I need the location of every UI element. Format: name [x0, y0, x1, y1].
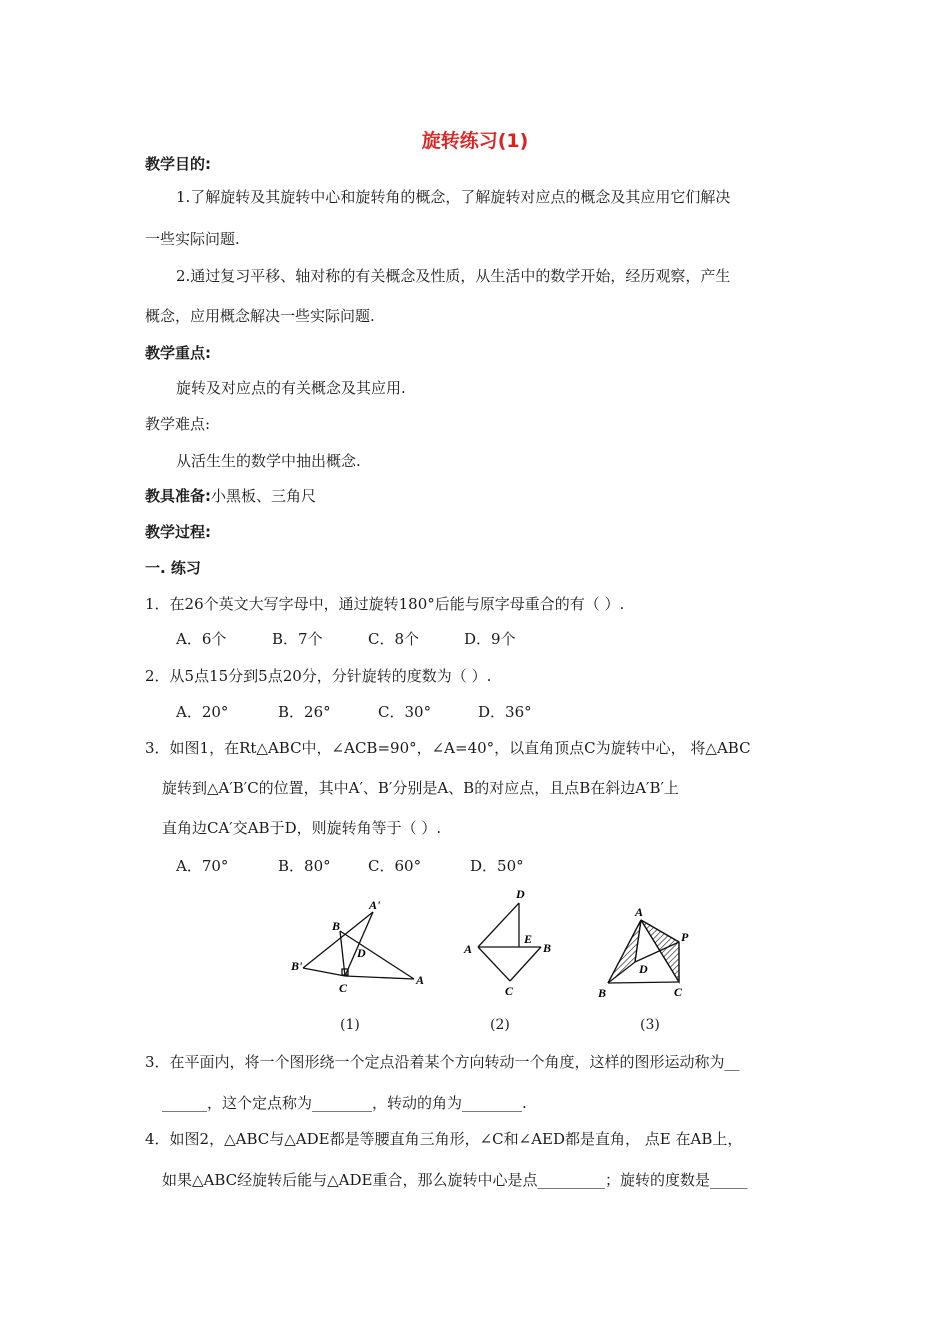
fig1-label-d: D [357, 946, 366, 960]
q2-option-c: C．30° [378, 703, 432, 721]
question-5-line-2: 如果△ABC经旋转后能与△ADE重合，那么旋转中心是点_________；旋转的度数是_____ [162, 1171, 748, 1189]
process-heading: 教学过程: [145, 523, 211, 541]
page-title: 旋转练习(1) [421, 130, 529, 152]
goals-heading: 教学目的: [145, 155, 211, 173]
fig2-label-e: E [524, 932, 533, 946]
q3-option-c: C．60° [368, 857, 422, 875]
key-text: 旋转及对应点的有关概念及其应用. [176, 379, 406, 397]
question-3-line-2: 旋转到△A′B′C的位置，其中A′、B′分别是A、B的对应点，且点B在斜边A′B′上 [162, 779, 679, 797]
fig2-label-c: C [505, 984, 514, 998]
q3-option-b: B．80° [278, 857, 331, 875]
fig1-label-c: C [339, 981, 348, 995]
tools-text: 小黑板、三角尺 [211, 487, 317, 505]
practice-heading: 一. 练习 [145, 559, 201, 577]
tools-heading: 教具准备: [145, 487, 211, 505]
fig1-label-b: B [332, 919, 341, 933]
q2-option-b: B．26° [278, 703, 331, 721]
fig1-label-a: A [416, 973, 425, 987]
fig3-label-a: A [635, 905, 644, 919]
fig2-label-d: D [516, 887, 525, 901]
q3-option-d: D．50° [470, 857, 524, 875]
q3-option-a: A．70° [176, 857, 229, 875]
goal-2-line-2: 概念，应用概念解决一些实际问题. [145, 307, 375, 325]
question-3-line-3: 直角边CA′交AB于D，则旋转角等于（ ）. [162, 819, 442, 837]
question-3-line-1: 3．如图1，在Rt△ABC中，∠ACB=90°，∠A=40°，以直角顶点C为旋转中心， 将△ABC [145, 739, 751, 757]
q1-option-d: D．9个 [464, 630, 516, 648]
figure-3 [590, 900, 700, 1005]
difficulty-text: 从活生生的数学中抽出概念. [176, 452, 361, 470]
figure-2 [460, 885, 560, 1000]
question-2: 2．从5点15分到5点20分，分针旋转的度数为（ ）. [145, 667, 492, 685]
difficulty-heading: 教学难点: [145, 415, 211, 433]
q2-option-d: D．36° [478, 703, 532, 721]
fig3-label-b: B [598, 986, 607, 1000]
figure-2-caption: (2) [490, 1017, 510, 1033]
fig3-label-p: P [681, 930, 689, 944]
fig2-label-a: A [464, 942, 473, 956]
fig3-label-d: D [639, 962, 648, 976]
figure-1 [285, 895, 435, 1000]
q1-option-a: A．6个 [176, 630, 227, 648]
q2-option-a: A．20° [176, 703, 229, 721]
question-4-line-1: 3．在平面内，将一个图形绕一个定点沿着某个方向转动一个角度，这样的图形运动称为__ [145, 1053, 740, 1071]
fig1-label-b-prime: B' [291, 959, 303, 973]
question-4-line-2: ______，这个定点称为________，转动的角为________. [162, 1094, 527, 1112]
figure-1-caption: (1) [340, 1017, 360, 1033]
goal-2-line-1: 2.通过复习平移、轴对称的有关概念及性质，从生活中的数学开始，经历观察，产生 [176, 267, 731, 285]
tools-row [145, 486, 316, 506]
goal-1-line-1: 1.了解旋转及其旋转中心和旋转角的概念，了解旋转对应点的概念及其应用它们解决 [176, 188, 731, 206]
fig1-label-a-prime: A' [369, 898, 381, 912]
fig2-label-b: B [543, 941, 552, 955]
goal-1-line-2: 一些实际问题. [145, 230, 240, 248]
q1-option-b: B．7个 [272, 630, 323, 648]
key-heading: 教学重点: [145, 344, 211, 362]
figure-3-caption: (3) [640, 1017, 660, 1033]
q1-option-c: C．8个 [368, 630, 420, 648]
fig3-label-c: C [674, 985, 683, 999]
question-5-line-1: 4．如图2，△ABC与△ADE都是等腰直角三角形，∠C和∠AED都是直角， 点E 在AB上， [145, 1130, 743, 1148]
question-1: 1．在26个英文大写字母中，通过旋转180°后能与原字母重合的有（ ）. [145, 595, 625, 613]
